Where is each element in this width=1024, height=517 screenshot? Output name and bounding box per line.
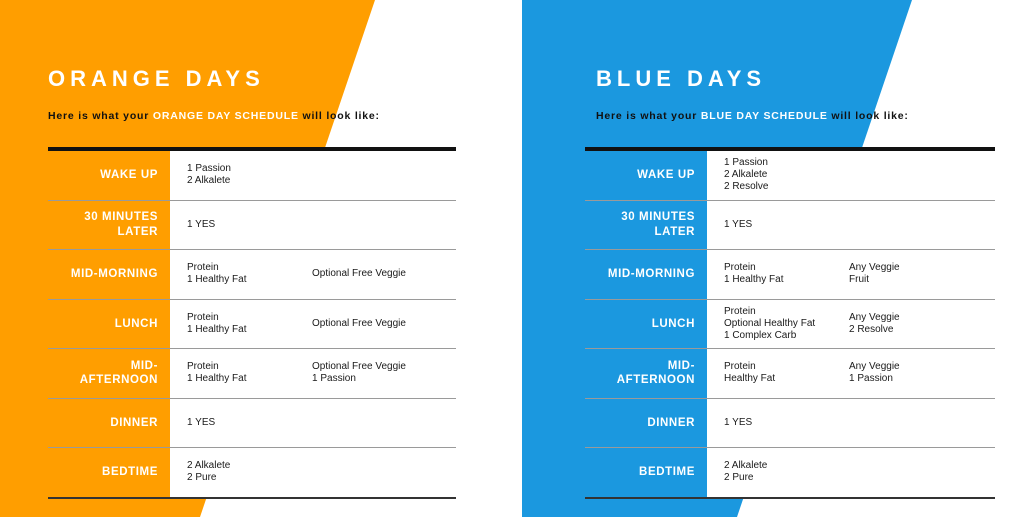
schedule-row [48, 151, 456, 201]
schedule-row [585, 399, 995, 449]
schedule-row [48, 349, 456, 399]
row-label: DINNER [647, 416, 695, 429]
row-label: DINNER [110, 416, 158, 429]
row-label: 30 MINUTES LATER [621, 211, 695, 238]
schedule-row [48, 448, 456, 499]
orange-subtitle-post: will look like: [298, 110, 380, 122]
orange-subtitle-pre: Here is what your [48, 110, 153, 122]
row-label: WAKE UP [100, 169, 158, 182]
schedule-row [48, 201, 456, 251]
row-label: LUNCH [651, 317, 695, 330]
blue-subtitle-pre: Here is what your [596, 110, 701, 122]
schedule-row [48, 399, 456, 449]
row-col1: Protein 1 Healthy Fat [170, 300, 312, 349]
row-label: BEDTIME [639, 466, 695, 479]
row-col1: Protein Healthy Fat [707, 349, 849, 398]
row-col2 [849, 399, 995, 448]
row-col2 [312, 448, 456, 497]
row-col2: Optional Free Veggie [312, 250, 456, 299]
blue-days-panel [522, 0, 1024, 517]
blue-schedule-table [585, 147, 995, 499]
row-col2: Optional Free Veggie [312, 300, 456, 349]
row-col2 [849, 201, 995, 250]
row-label: LUNCH [114, 317, 158, 330]
schedule-row [48, 250, 456, 300]
row-label: MID-MORNING [607, 268, 695, 281]
row-label: MID-MORNING [70, 268, 158, 281]
row-col1: 1 YES [170, 399, 312, 448]
schedule-row [48, 300, 456, 350]
row-col1: Protein 1 Healthy Fat [170, 349, 312, 398]
blue-days-title: BLUE DAYS [596, 66, 767, 91]
row-col2 [849, 151, 995, 200]
row-col1: Protein 1 Healthy Fat [170, 250, 312, 299]
row-col2 [312, 201, 456, 250]
row-col1: Protein 1 Healthy Fat [707, 250, 849, 299]
row-col1: 2 Alkalete 2 Pure [170, 448, 312, 497]
row-col2 [849, 448, 995, 497]
schedule-row [585, 448, 995, 499]
row-col1: Protein Optional Healthy Fat 1 Complex Carb [707, 300, 849, 349]
orange-days-panel [0, 0, 502, 517]
row-label: 30 MINUTES LATER [84, 211, 158, 238]
row-col1: 2 Alkalete 2 Pure [707, 448, 849, 497]
orange-subtitle [48, 110, 380, 122]
row-label: BEDTIME [102, 466, 158, 479]
schedule-row [585, 250, 995, 300]
orange-schedule-table [48, 147, 456, 499]
schedule-row [585, 349, 995, 399]
row-col2: Any Veggie 1 Passion [849, 349, 995, 398]
blue-subtitle [596, 110, 909, 122]
schedule-row [585, 151, 995, 201]
orange-subtitle-highlight: ORANGE DAY SCHEDULE [152, 110, 299, 122]
row-col2: Any Veggie Fruit [849, 250, 995, 299]
row-label: WAKE UP [637, 169, 695, 182]
row-col1: 1 Passion 2 Alkalete [170, 151, 312, 200]
row-col2 [312, 151, 456, 200]
blue-subtitle-highlight: BLUE DAY SCHEDULE [700, 110, 828, 122]
row-col2: Any Veggie 2 Resolve [849, 300, 995, 349]
blue-subtitle-post: will look like: [827, 110, 909, 122]
row-col1: 1 YES [170, 201, 312, 250]
schedule-row [585, 300, 995, 350]
row-col2 [312, 399, 456, 448]
row-col2: Optional Free Veggie 1 Passion [312, 349, 456, 398]
orange-days-title: ORANGE DAYS [48, 66, 265, 91]
schedule-row [585, 201, 995, 251]
row-col1: 1 YES [707, 399, 849, 448]
row-label: MID- AFTERNOON [79, 359, 158, 387]
row-col1: 1 Passion 2 Alkalete 2 Resolve [707, 151, 849, 200]
row-col1: 1 YES [707, 201, 849, 250]
row-label: MID- AFTERNOON [616, 359, 695, 387]
